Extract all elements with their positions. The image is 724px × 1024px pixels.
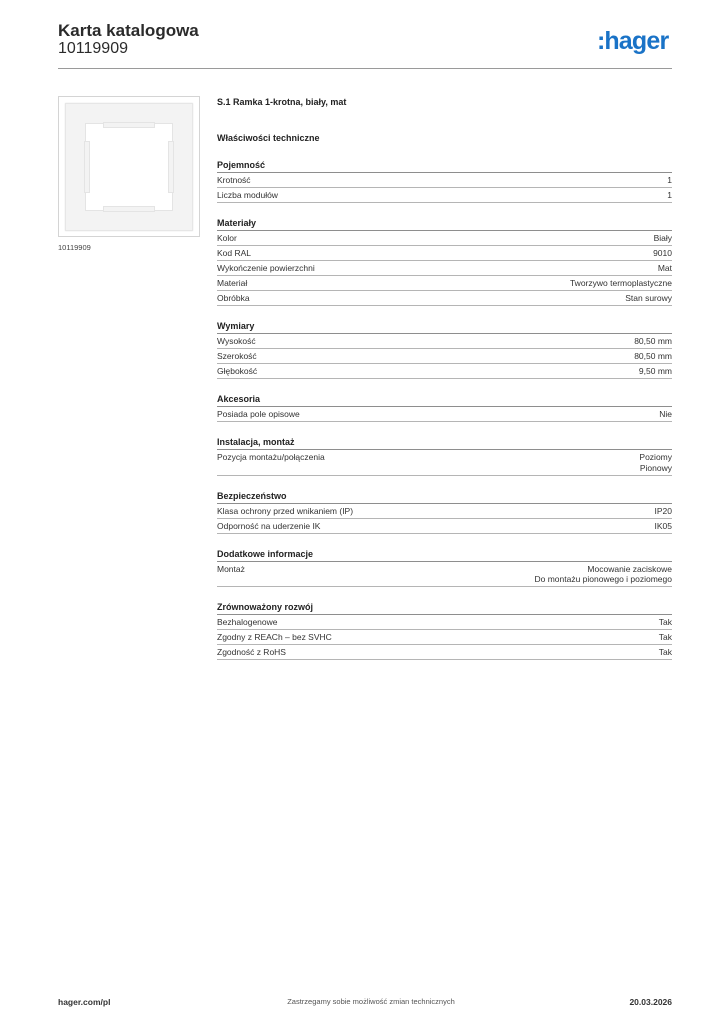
spec-section	[217, 320, 672, 379]
spec-section	[217, 393, 672, 422]
spec-value-line: IP20	[654, 505, 672, 516]
document-title: Karta katalogowa	[58, 21, 199, 40]
spec-row	[217, 615, 672, 630]
spec-row	[217, 188, 672, 203]
spec-section	[217, 601, 672, 660]
spec-value	[667, 190, 672, 201]
spec-label: Obróbka	[217, 293, 250, 303]
product-image-caption: 10119909	[58, 243, 91, 252]
spec-value-line: Nie	[659, 409, 672, 419]
spec-value-line: 1	[667, 190, 672, 200]
spec-value	[654, 233, 672, 244]
spec-value	[659, 632, 672, 643]
spec-value	[658, 263, 672, 274]
spec-label: Głębokość	[217, 366, 258, 376]
spec-value	[634, 336, 672, 347]
spec-label: Posiada pole opisowe	[217, 409, 300, 419]
spec-value-line: 9010	[653, 248, 672, 258]
spec-value-line: 80,50 mm	[634, 351, 672, 361]
spec-label: Kolor	[217, 233, 237, 243]
spec-label: Krotność	[217, 175, 251, 185]
frame-notch	[84, 141, 90, 193]
spec-section	[217, 436, 672, 476]
spec-label: Szerokość	[217, 351, 257, 361]
spec-value	[655, 506, 673, 517]
spec-label: Zgodność z RoHS	[217, 647, 286, 657]
spec-label: Bezhalogenowe	[217, 617, 278, 627]
spec-row	[217, 261, 672, 276]
spec-row	[217, 407, 672, 422]
spec-label: Wykończenie powierzchni	[217, 263, 315, 273]
section-title: Zrównoważony rozwój	[217, 601, 672, 615]
frame-notch	[103, 206, 155, 212]
spec-value-line: Tworzywo termoplastyczne	[569, 278, 672, 288]
hager-logo	[597, 26, 668, 56]
spec-section	[217, 548, 672, 588]
spec-value-line: Pionowy	[639, 462, 672, 473]
spec-value	[667, 175, 672, 186]
spec-label: Montaż	[217, 563, 245, 574]
spec-value-line: 9,50 mm	[638, 366, 672, 376]
spec-label: Klasa ochrony przed wnikaniem (IP)	[217, 505, 354, 516]
section-title: Materiały	[217, 217, 672, 231]
footer-disclaimer: Zastrzegamy sobie możliwość zmian technicznych	[287, 997, 455, 1006]
specifications-panel	[217, 95, 672, 660]
document-number: 10119909	[58, 40, 128, 57]
spec-value	[659, 647, 672, 658]
spec-label: Materiał	[217, 278, 248, 288]
spec-row	[217, 450, 672, 476]
spec-value	[634, 351, 672, 362]
spec-section	[217, 159, 672, 203]
spec-section	[217, 490, 672, 534]
logo-text: hager	[604, 27, 669, 55]
section-title: Dodatkowe informacje	[217, 548, 672, 562]
product-name: S.1 Ramka 1-krotna, biały, mat	[217, 97, 347, 107]
spec-row	[217, 519, 672, 534]
spec-section	[217, 217, 672, 306]
spec-row	[217, 173, 672, 188]
spec-value-line: Poziomy	[639, 452, 672, 462]
section-title: Instalacja, montaż	[217, 436, 672, 450]
spec-value-line: IK05	[654, 520, 672, 531]
spec-value	[659, 409, 672, 420]
spec-value	[570, 278, 672, 289]
spec-value	[655, 521, 673, 532]
spec-row	[217, 276, 672, 291]
frame-notch	[168, 141, 174, 193]
spec-row	[217, 291, 672, 306]
product-image	[58, 96, 200, 237]
spec-row	[217, 645, 672, 660]
header-divider	[58, 68, 672, 69]
frame-notch	[103, 122, 155, 128]
section-title: Wymiary	[217, 320, 672, 334]
spec-value-line: Do montażu pionowego i poziomego	[534, 574, 672, 584]
frame-opening	[85, 123, 173, 211]
spec-value-line: Biały	[653, 233, 672, 243]
spec-value	[625, 293, 672, 304]
spec-value	[534, 564, 672, 585]
frame-illustration	[65, 103, 193, 231]
spec-row	[217, 231, 672, 246]
spec-row	[217, 364, 672, 379]
spec-row	[217, 349, 672, 364]
technical-properties-heading: Właściwości techniczne	[217, 133, 320, 143]
spec-value-line: Mat	[657, 263, 672, 273]
spec-value-line: Tak	[658, 617, 672, 627]
footer-website: hager.com/pl	[58, 997, 111, 1007]
section-title: Pojemność	[217, 159, 672, 173]
spec-row	[217, 504, 672, 519]
spec-label: Wysokość	[217, 336, 256, 346]
spec-value-line: Tak	[658, 647, 672, 657]
spec-row	[217, 334, 672, 349]
spec-label: Liczba modułów	[217, 190, 278, 200]
spec-value-line: Tak	[658, 632, 672, 642]
spec-value-line: Stan surowy	[625, 293, 672, 303]
spec-value-line: 1	[667, 175, 672, 185]
spec-label: Pozycja montażu/połączenia	[217, 452, 325, 462]
footer-date: 20.03.2026	[629, 997, 672, 1007]
spec-value	[653, 248, 672, 259]
spec-row	[217, 630, 672, 645]
spec-label: Kod RAL	[217, 248, 252, 258]
spec-row	[217, 562, 672, 588]
spec-sections	[217, 159, 672, 660]
section-title: Akcesoria	[217, 393, 672, 407]
section-title: Bezpieczeństwo	[217, 490, 672, 504]
logo-dots: :	[597, 27, 604, 55]
spec-row	[217, 246, 672, 261]
spec-value-line: 80,50 mm	[634, 336, 672, 346]
spec-value	[639, 452, 672, 473]
spec-value	[639, 366, 672, 377]
spec-label: Odporność na uderzenie IK	[217, 520, 321, 531]
spec-label: Zgodny z REACh – bez SVHC	[217, 632, 332, 642]
spec-value	[659, 617, 672, 628]
spec-value-line: Mocowanie zaciskowe	[587, 563, 672, 574]
